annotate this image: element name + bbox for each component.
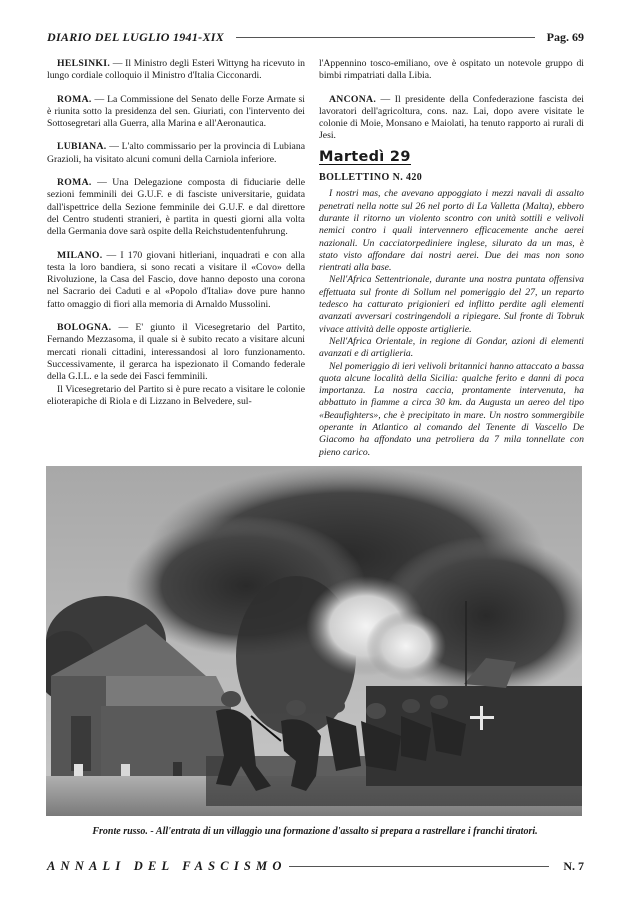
photo-caption: Fronte russo. - All'entrata di un villaggio una formazione d'assalto si prepara a rastrellare i franchi tiratori. — [92, 826, 538, 837]
news-item — [47, 177, 305, 238]
news-text: — I 170 giovani hitleriani, inquadrati e con alla testa la loro bandiera, si sono recati a visitare il «Covo» della Rivoluzione, la Casa del Fascio, dove hanno deposto una corona nel Sacrario dei Caduti e al «Popolo d'Italia» dove pure hanno fatto omaggio di fiori alla memoria di Arnaldo Mussolini. — [47, 249, 305, 310]
news-text: — Una Delegazione composta di fiduciarie delle sezioni femminili dei G.U.F. e di fasciste universitarie, guidata dall'ispettrice della Sezione femminile dei G.U.F. e dal direttore del Centro studenti stranieri, è partita in questi giorni alla volta della Germania dove sarà ospite della Reichstudentenfuhrung. — [47, 177, 305, 238]
issue-number: N. 7 — [563, 858, 584, 873]
bulletin-paragraph: Nell'Africa Settentrionale, durante una nostra puntata offensiva effettuata sul fronte di Sollum nel pomeriggio del 27, un reparto tedesco ha catturato prigionieri ed inflitto perdite agli elementi avanzati avversari costringendoli a ripiegare. Sul fronte di Tobruk vivace attività delle opposte artiglierie. — [319, 274, 584, 335]
day-heading-wrap — [319, 143, 584, 172]
news-text: — La Commissione del Senato delle Forze Armate si è riunita sotto la presidenza del sen. Giuriati, con l'intervento dei Sottosegretari alla Guerra, alla Marina e all'Aeronautica. — [47, 93, 305, 130]
bulletin-title: BOLLETTINO N. 420 — [319, 172, 423, 184]
news-text: Il Vicesegretario del Partito si è pure recato a visitare le colonie elioterapiche di Riola e di Lizzano in Belvedere, sul- — [47, 383, 305, 407]
bulletin-paragraph: Nell'Africa Orientale, in regione di Gondar, azioni di elementi avanzati e di artiglieria. — [319, 335, 584, 360]
bulletin-paragraph: I nostri mas, che avevano appoggiato i mezzi navali di assalto penetrati nella notte sul 26 nel porto di La Valletta (Malta), ebbero durante il ritorno un violento scontro con unità sottili e velivoli nemici contro i quali intervennero efficacemente anche aerei nazionali. Un cacciatorpediniere inglese, silurato da un mas, è stato visto affondare dai nostri aerei. Due dei mas non sono rientrati alla base. — [319, 188, 584, 274]
header-rule — [236, 37, 535, 38]
news-item — [47, 384, 305, 409]
news-item — [47, 250, 305, 311]
photo-illustration — [46, 466, 582, 816]
left-column — [47, 58, 305, 408]
news-text: — E' giunto il Vicesegretario del Partito, Fernando Mezzasoma, il quale si è subito recato a visitare alcuni mercati rionali cittadini, interessandosi al loro funzionamento. Successivamente, il gerarca ha ispezionato il Comando federale della G.I.L. e la sede dei Fasci femminili. — [47, 322, 305, 383]
running-title: DIARIO DEL LUGLIO 1941-XIX — [47, 29, 225, 44]
news-item — [47, 141, 305, 166]
news-item — [47, 322, 305, 383]
page-header — [47, 29, 584, 45]
day-heading: Martedì 29 — [319, 148, 411, 165]
dateline: BOLOGNA. — [57, 322, 112, 334]
news-text: — L'alto commissario per la provincia di Lubiana Grazioli, ha visitato alcuni comuni della Carniola inferiore. — [47, 141, 305, 165]
news-item — [47, 58, 305, 83]
page-footer — [47, 858, 584, 874]
dateline: HELSINKI. — [57, 58, 111, 69]
dateline: LUBIANA. — [57, 141, 107, 153]
dateline: ROMA. — [57, 93, 92, 105]
footer-rule — [289, 866, 550, 867]
news-item — [47, 94, 305, 131]
barn-door — [71, 716, 91, 771]
dateline: ANCONA. — [329, 93, 377, 105]
publication-title: ANNALI DEL FASCISMO — [47, 858, 287, 873]
bulletin-paragraph: Nel pomeriggio di ieri velivoli britannici hanno attaccato a bassa quota alcune località della Sicilia: qualche ferito e danni di poca importanza. La nostra caccia, prontamente intervenuta, ha abbattuto in fiamme a circa 30 km. da Augusta un aereo del tipo «Beaufighters», che è precipitato in mare. Un nostro sommergibile operante in Atlantico al comando del Tenente di Vascello De Giacomo ha affondato una petroliera da 7 mila tonnellate con pieno carico. — [319, 360, 584, 458]
right-column — [319, 58, 584, 459]
barn-roof-lower — [91, 676, 231, 706]
news-text: — Il Ministro degli Esteri Wittyng ha ricevuto in lungo cordiale colloquio il Ministro d'Italia Cicconardi. — [47, 58, 305, 82]
news-item — [319, 94, 584, 143]
news-text: — Il presidente della Confederazione fascista dei lavoratori dell'agricoltura, cons. naz. Lai, dopo avere visitate le colonie di Moie, Monsano e Maiolati, ha tenuto rapporto ai rurali di Jesi. — [319, 93, 584, 142]
page-number: Pag. 69 — [546, 29, 584, 44]
dateline: MILANO. — [57, 249, 103, 261]
continued-text: l'Appennino tosco-emiliano, ove è ospitato un notevole gruppo di bimbi rimpatriati dalla Libia. — [319, 58, 584, 82]
fire-glow — [366, 611, 446, 681]
bulletin-body — [319, 188, 584, 459]
war-photograph — [46, 466, 582, 816]
dateline: ROMA. — [57, 177, 92, 189]
